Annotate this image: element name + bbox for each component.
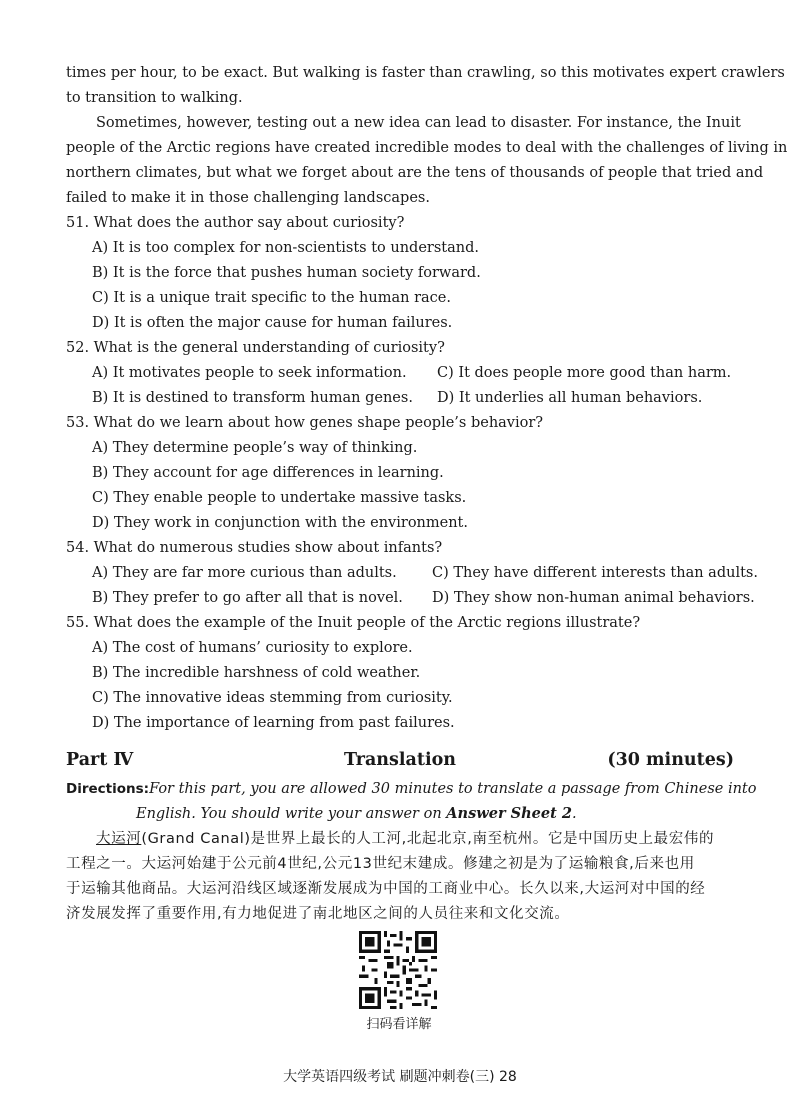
part-label: Part Ⅳ [66, 750, 134, 770]
question-stem: 55. What does the example of the Inuit people of the Arctic regions illustrate? [66, 615, 641, 631]
question-stem: 52. What is the general understanding of curiosity? [66, 340, 445, 356]
option-c[interactable]: C) They have different interests than adults. [432, 565, 758, 581]
qr-code-icon[interactable] [359, 931, 437, 1009]
directions-text: English. You should write your answer on [136, 806, 447, 822]
option-b[interactable]: B) The incredible harshness of cold weather. [92, 665, 421, 681]
directions-line-2 [136, 805, 577, 823]
option-a[interactable]: A) The cost of humans’ curiosity to explore. [92, 640, 413, 656]
option-b[interactable]: B) It is destined to transform human genes. [92, 390, 413, 406]
answer-sheet-ref: Answer Sheet 2 [446, 805, 572, 822]
part-title: Translation [344, 750, 456, 770]
option-d[interactable]: D) They show non-human animal behaviors. [432, 590, 755, 606]
passage-line: times per hour, to be exact. But walking is faster than crawling, so this motivates expert crawlers [66, 65, 785, 81]
option-a[interactable]: A) It motivates people to seek information. [92, 365, 407, 381]
chinese-line: 工程之一。大运河始建于公元前4世纪,公元13世纪末建成。修建之初是为了运输粮食,后来也用 [66, 856, 695, 872]
chinese-line [96, 830, 734, 848]
question-stem: 51. What does the author say about curiosity? [66, 215, 405, 231]
option-a[interactable]: A) They are far more curious than adults. [92, 565, 397, 581]
passage-line: people of the Arctic regions have created incredible modes to deal with the challenges of living in [66, 140, 788, 156]
option-a[interactable]: A) It is too complex for non-scientists to understand. [92, 240, 479, 256]
option-c[interactable]: C) The innovative ideas stemming from curiosity. [92, 690, 453, 706]
chinese-line: 济发展发挥了重要作用,有力地促进了南北地区之间的人员往来和文化交流。 [66, 906, 570, 922]
passage-line: northern climates, but what we forget about are the tens of thousands of people that tried and [66, 165, 764, 181]
option-a[interactable]: A) They determine people’s way of thinking. [92, 440, 418, 456]
option-c[interactable]: C) It is a unique trait specific to the human race. [92, 290, 451, 306]
grand-canal-term: 大运河 [96, 831, 142, 847]
directions-line-1 [66, 780, 756, 798]
directions-label: Directions: [66, 781, 150, 797]
option-d[interactable]: D) They work in conjunction with the environment. [92, 515, 468, 531]
passage-line: to transition to walking. [66, 90, 243, 106]
page-footer: 大学英语四级考试 刷题冲刺卷(三) 28 [283, 1069, 517, 1085]
option-b[interactable]: B) They prefer to go after all that is novel. [92, 590, 403, 606]
directions-text: For this part, you are allowed 30 minutes to translate a passage from Chinese into [149, 781, 757, 797]
option-c[interactable]: C) It does people more good than harm. [437, 365, 732, 381]
part-time: (30 minutes) [607, 750, 734, 770]
chinese-line: 于运输其他商品。大运河沿线区域逐渐发展成为中国的工商业中心。长久以来,大运河对中国的经 [66, 881, 706, 897]
option-d[interactable]: D) It is often the major cause for human failures. [92, 315, 453, 331]
option-b[interactable]: B) It is the force that pushes human society forward. [92, 265, 481, 281]
option-d[interactable]: D) The importance of learning from past failures. [92, 715, 455, 731]
qr-caption: 扫码看详解 [366, 1017, 432, 1032]
directions-text: . [571, 806, 577, 822]
option-c[interactable]: C) They enable people to undertake massive tasks. [92, 490, 467, 506]
passage-line: Sometimes, however, testing out a new idea can lead to disaster. For instance, the Inuit [96, 115, 741, 131]
passage-line: failed to make it in those challenging landscapes. [66, 190, 430, 206]
option-d[interactable]: D) It underlies all human behaviors. [437, 390, 703, 406]
question-stem: 54. What do numerous studies show about infants? [66, 540, 443, 556]
question-stem: 53. What do we learn about how genes shape people’s behavior? [66, 415, 544, 431]
option-b[interactable]: B) They account for age differences in learning. [92, 465, 444, 481]
chinese-text: (Grand Canal)是世界上最长的人工河,北起北京,南至杭州。它是中国历史上最宏伟的 [141, 831, 715, 847]
